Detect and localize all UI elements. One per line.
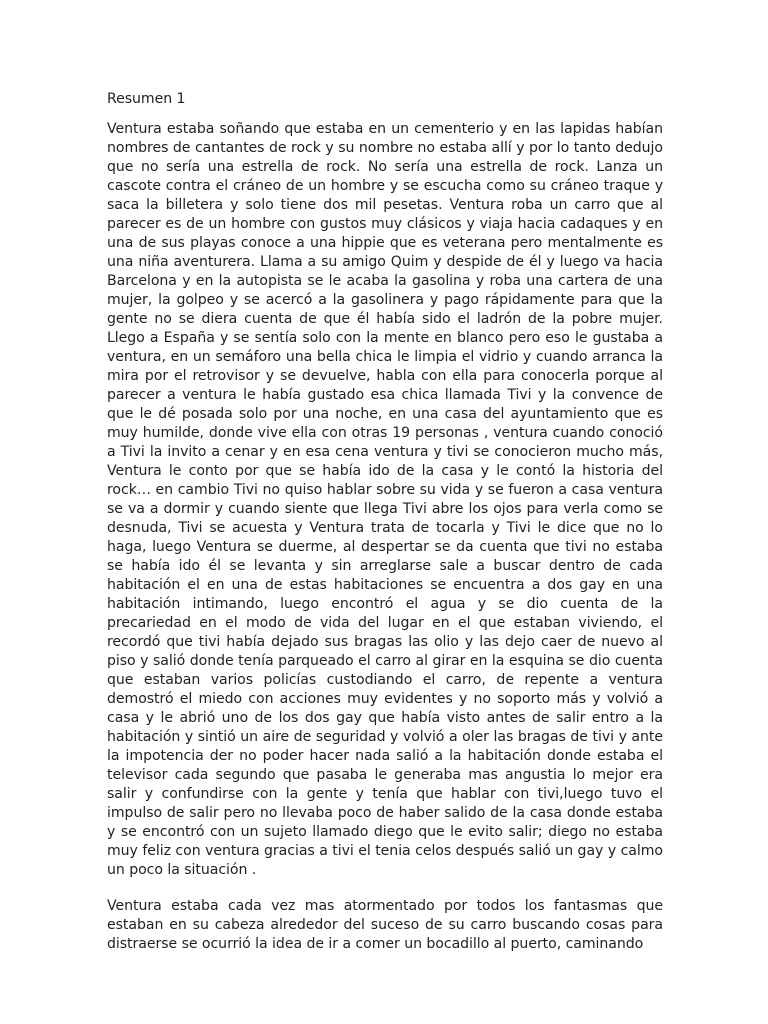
document-body <box>107 90 663 971</box>
paragraph-2: Ventura estaba cada vez mas atormentado por todos los fantasmas que estaban en su cabeza alrededor del suceso de su carro buscando cosas para distraerse se ocurrió la idea de ir a comer un bocadillo al puerto, caminando <box>107 898 663 952</box>
paragraph-1: Ventura estaba soñando que estaba en un cementerio y en las lapidas habían nombres de cantantes de rock y su nombre no estaba allí y por lo tanto dedujo que no sería una estrella de rock. No sería una estrella de rock. Lanza un cascote contra el cráneo de un hombre y se escucha como su cráneo traque y saca la billetera y solo tiene dos mil pesetas. Ventura roba un carro que al parecer es de un hombre con gustos muy clásicos y viaja hacia cadaques y en una de sus playas conoce a una hippie que es veterana pero mentalmente es una niña aventurera. Llama a su amigo Quim y despide de él y luego va hacia Barcelona y en la autopista se le acaba la gasolina y roba una cartera de una mujer, la golpeo y se acercó a la gasolinera y pago rápidamente para que la gente no se diera cuenta de que él había sido el ladrón de la pobre mujer. Llego a España y se sentía solo con la mente en blanco pero eso le gustaba a ventura, en un semáforo una bella chica le limpia el vidrio y cuando arranca la mira por el retrovisor y se devuelve, habla con ella para conocerla porque al parecer a ventura le había gustado esa chica llamada Tivi y la convence de que le dé posada solo por una noche, en una casa del ayuntamiento que es muy humilde, donde vive ella con otras 19 personas , ventura cuando conoció a Tivi la invito a cenar y en esa cena ventura y tivi se conocieron mucho más, Ventura le conto por que se había ido de la casa y le contó la historia del rock… en cambio Tivi no quiso hablar sobre su vida y se fueron a casa ventura se va a dormir y cuando siente que llega Tivi abre los ojos para verla como se desnuda, Tivi se acuesta y Ventura trata de tocarla y Tivi le dice que no lo haga, luego Ventura se duerme, al despertar se da cuenta que tivi no estaba se había ido él se levanta y sin arreglarse sale a buscar dentro de cada habitación el en una de estas habitaciones se encuentra a dos gay en una habitación intimando, luego encontró el agua y se dio cuenta de la precariedad en el modo de vida del lugar en el que estaban viviendo, el recordó que tivi había dejado sus bragas las olio y las dejo caer de nuevo al piso y salió donde tenía parqueado el carro al girar en la esquina se dio cuenta que estaban varios policías custodiando el carro, de repente a ventura demostró el miedo con acciones muy evidentes y no soporto más y volvió a casa y le abrió uno de los dos gay que había visto antes de salir entro a la habitación y sintió un aire de seguridad y volvió a oler las bragas de tivi y ante la impotencia der no poder hacer nada salió a la habitación donde estaba el televisor cada segundo que pasaba le generaba mas angustia lo mejor era salir y confundirse con la gente y tenía que hablar con tivi,luego tuvo el impulso de salir pero no llevaba poco de haber salido de la casa donde estaba y se encontró con un sujeto llamado diego que le evito salir; diego no estaba muy feliz con ventura gracias a tivi el tenia celos después salió un gay y calmo un poco la situación . <box>107 121 663 878</box>
document-title: Resumen 1 <box>107 91 186 107</box>
